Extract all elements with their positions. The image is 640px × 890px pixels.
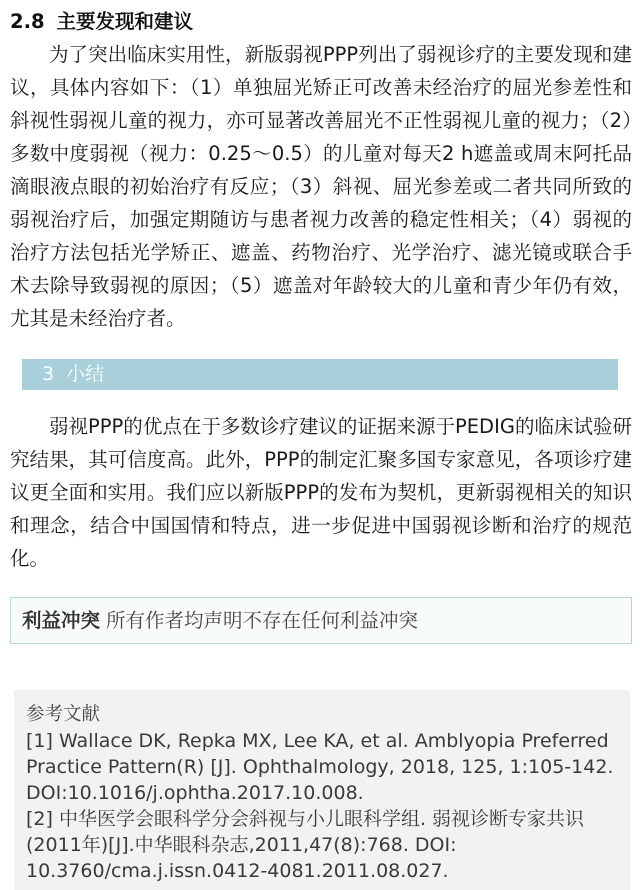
conflict-label: 利益冲突 [22,609,101,632]
reference-item[interactable]: [2] 中华医学会眼科学分会斜视与小儿眼科学组. 弱视诊断专家共识(2011年)[J].中华眼科杂志,2011,47(8):768. DOI: 10.3760/cma.j.issn.0412-4081.2011.08.027. [26,808,585,882]
section-title: 主要发现和建议 [56,10,194,33]
conflict-of-interest-box [10,597,632,644]
findings-paragraph: 为了突出临床实用性，新版弱视PPP列出了弱视诊疗的主要发现和建议，具体内容如下：（1）单独屈光矫正可改善未经治疗的屈光参差性和斜视性弱视儿童的视力，亦可显著改善屈光不正性弱视儿童的视力；（2）多数中度弱视（视力：0.25～0.5）的儿童对每天2 h遮盖或周末阿托品滴眼液点眼的初始治疗有反应；（3）斜视、屈光参差或二者共同所致的弱视治疗后，加强定期随访与患者视力改善的稳定性相关；（4）弱视的治疗方法包括光学矫正、遮盖、药物治疗、光学治疗、滤光镜或联合手术去除导致弱视的原因；（5）遮盖对年龄较大的儿童和青少年仍有效，尤其是未经治疗者。 [10,43,632,330]
summary-heading-band [22,359,618,390]
summary-number: 3 [42,363,55,385]
summary-paragraph: 弱视PPP的优点在于多数诊疗建议的证据来源于PEDIG的临床试验研究结果，其可信度高。此外，PPP的制定汇聚多国专家意见，各项诊疗建议更全面和实用。我们应以新版PPP的发布为契机，更新弱视相关的知识和理念，结合中国国情和特点，进一步促进中国弱视诊断和治疗的规范化。 [10,415,632,570]
reference-item[interactable]: [1] Wallace DK, Repka MX, Lee KA, et al. Amblyopia Preferred Practice Pattern(R) [J]. Ophthalmology, 2018, 125, 1:105-142. DOI:10.1016/j.ophtha.2017.10.008. [26,730,614,804]
summary-title: 小结 [66,363,105,385]
section-heading [10,6,193,38]
section-number: 2.8 [10,10,45,33]
references-title: 参考文献 [26,704,101,725]
conflict-text: 所有作者均声明不存在任何利益冲突 [106,609,419,632]
references-box [14,690,630,890]
